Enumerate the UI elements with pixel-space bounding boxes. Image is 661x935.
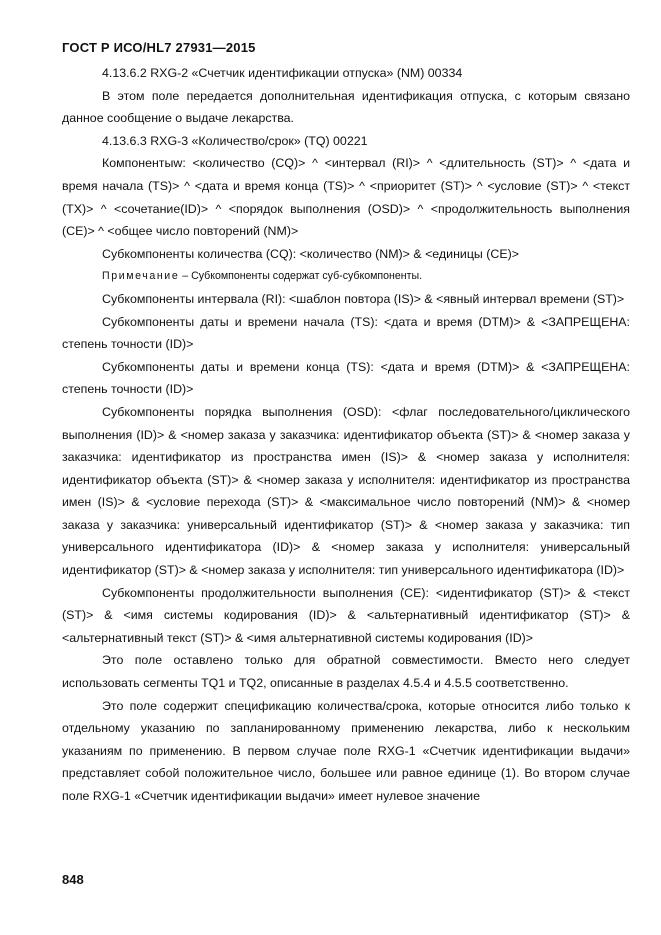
paragraph-osd-subcomponents: Субкомпоненты порядка выполнения (OSD): <флаг последовательного/циклического выполнения (ID)> & <номер заказа у заказчика: идентификатор объекта (ST)> & <номер заказа у заказчика: идентификатор из пространства имен (IS)> & <номер заказа у исполнителя: идентификатор объекта (ST)> & <номер заказа у исполнителя: идентификатор из пространства имен (IS)> & <условие перехода (ST)> & <максимальное число повторений (NM)> & <номер заказа у заказчика: универсальный идентификатор (ST)> & <номер заказа у заказчика: тип универсального идентификатора (ID)> & <номер заказа у исполнителя: универсальный идентификатор (ST)> & <номер заказа у исполнителя: тип универсального идентификатора (ID)>: [62, 404, 630, 578]
paragraph-rxg2-description: В этом поле передается дополнительная идентификация отпуска, с которым связано данное сообщение о выдаче лекарства.: [62, 88, 630, 126]
paragraph-components: Компонентыw: <количество (CQ)> ^ <интервал (RI)> ^ <длительность (ST)> ^ <дата и время начала (TS)> ^ <дата и время конца (TS)> ^ <приоритет (ST)> ^ <условие (ST)> ^ <текст (TX)> ^ <сочетание(ID)> ^ <порядок выполнения (OSD)> ^ <продолжительность выполнения (CE)> ^ <общее число повторений (NM)>: [62, 156, 630, 239]
note: [62, 265, 630, 288]
standard-header: ГОСТ Р ИСО/HL7 27931—2015: [62, 40, 256, 55]
section-heading-rxg3: 4.13.6.3 RXG-3 «Количество/срок» (TQ) 00221: [102, 133, 368, 148]
paragraph-compatibility: Это поле оставлено только для обратной совместимости. Вместо него следует использовать сегменты TQ1 и TQ2, описанные в разделах 4.5.4 и 4.5.5 соответственно.: [62, 653, 630, 691]
page-number: 848: [62, 872, 84, 887]
paragraph-start-ts-subcomponents: Субкомпоненты даты и времени начала (TS): <дата и время (DTM)> & <ЗАПРЕЩЕНА: степень точности (ID)>: [62, 314, 630, 352]
paragraph-cq-subcomponents: Субкомпоненты количества (CQ): <количество (NM)> & <единицы (CE)>: [102, 246, 519, 261]
paragraph-end-ts-subcomponents: Субкомпоненты даты и времени конца (TS): <дата и время (DTM)> & <ЗАПРЕЩЕНА: степень точности (ID)>: [62, 359, 630, 397]
paragraph-ri-subcomponents: Субкомпоненты интервала (RI): <шаблон повтора (IS)> & <явный интервал времени (ST)>: [102, 291, 625, 306]
note-label: Примечание: [102, 270, 180, 283]
paragraph-ce-subcomponents: Субкомпоненты продолжительности выполнения (CE): <идентификатор (ST)> & <текст (ST)> & <имя системы кодирования (ID)> & <альтернативный идентификатор (ST)> & <альтернативный текст (ST)> & <имя альтернативной системы кодирования (ID)>: [62, 585, 630, 645]
note-text: – Субкомпоненты содержат суб-субкомпоненты.: [179, 270, 423, 283]
document-body: [62, 62, 630, 808]
paragraph-specification: Это поле содержит спецификацию количества/срока, которые относится либо только к отдельному указанию по запланированному применению лекарства, либо к нескольким указаниям по применению. В первом случае поле RXG-1 «Счетчик идентификации выдачи» представляет собой положительное число, большее или равное единице (1). Во втором случае поле RXG-1 «Счетчик идентификации выдачи» имеет нулевое значение: [62, 698, 630, 803]
section-heading-rxg2: 4.13.6.2 RXG-2 «Счетчик идентификации отпуска» (NM) 00334: [102, 66, 463, 80]
